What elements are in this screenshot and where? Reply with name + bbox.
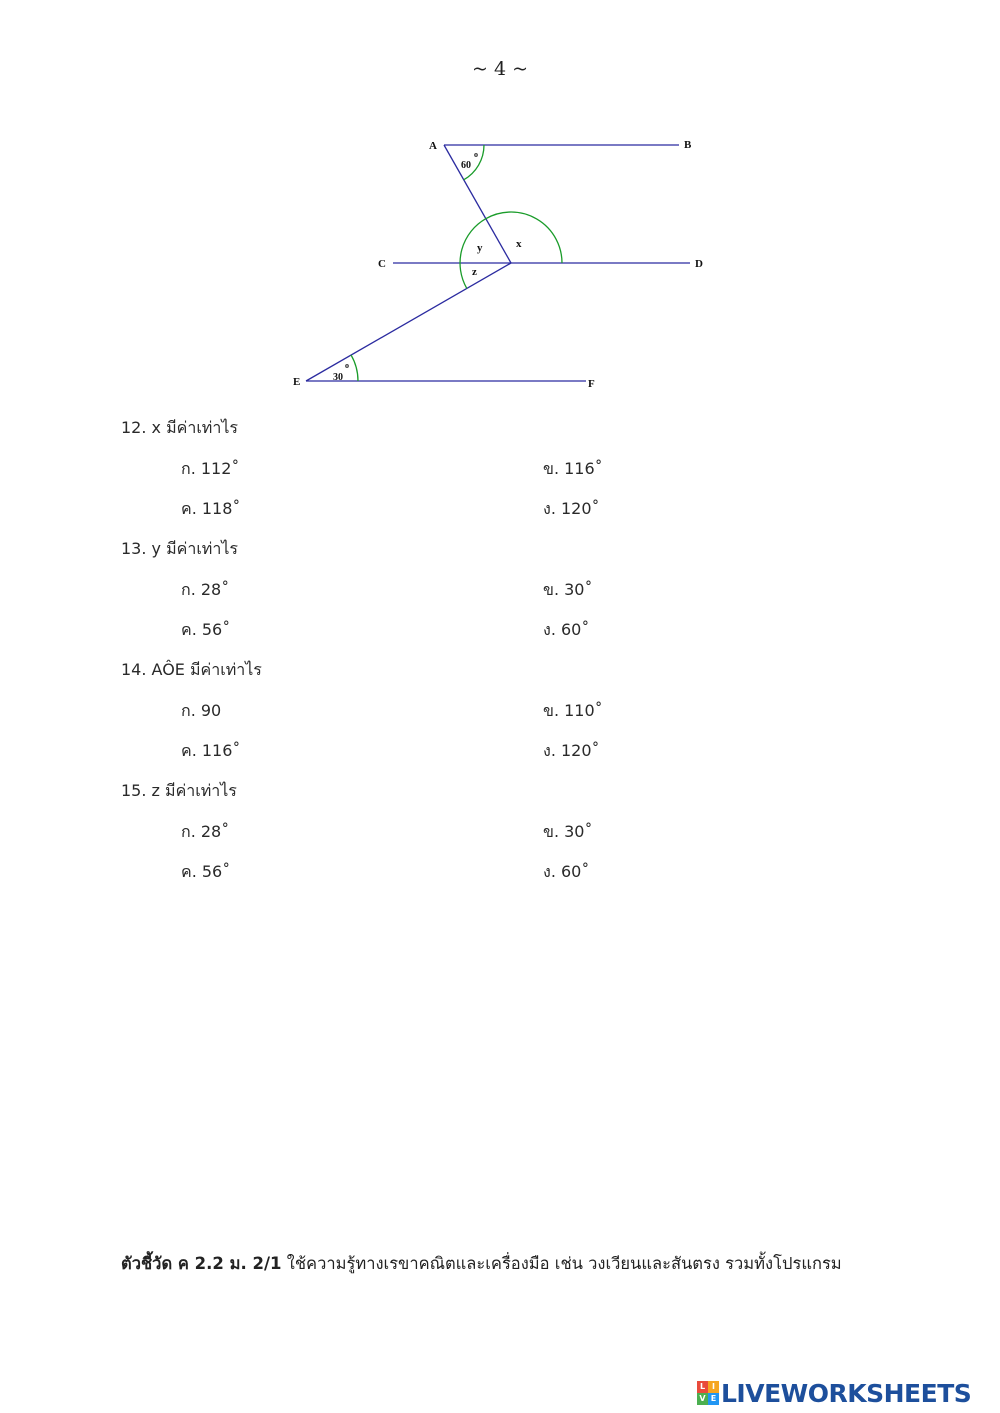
q15-option-b[interactable]: ข. 30˚ [543, 822, 593, 841]
q12-option-a[interactable]: ก. 112˚ [181, 459, 240, 478]
angle-label-x: x [516, 238, 522, 250]
brand-name: LIVEWORKSHEETS [721, 1378, 972, 1408]
point-label-f: F [588, 378, 595, 390]
point-label-b: B [684, 139, 692, 151]
q14-option-b[interactable]: ข. 110˚ [543, 701, 603, 720]
point-label-d: D [695, 258, 703, 270]
q14-option-c[interactable]: ค. 116˚ [181, 741, 241, 760]
segment-oe [306, 263, 511, 381]
q13-option-a[interactable]: ก. 28˚ [181, 580, 230, 599]
logo-letter-i: I [708, 1381, 719, 1393]
logo-letter-v: V [697, 1393, 708, 1405]
q14-option-d[interactable]: ง. 120˚ [543, 741, 600, 760]
indicator-note [121, 1251, 842, 1277]
q13-option-b[interactable]: ข. 30˚ [543, 580, 593, 599]
angle-diagram [0, 0, 1000, 400]
degree-mark-a: o [474, 150, 478, 159]
question-12: 12. x มีค่าเท่าไร [121, 418, 238, 437]
q13-option-c[interactable]: ค. 56˚ [181, 620, 231, 639]
logo-letter-e: E [708, 1393, 719, 1405]
degree-mark-e: o [345, 361, 349, 370]
indicator-text: ใช้ความรู้ทางเรขาคณิตและเครื่องมือ เช่น วงเวียนและสันตรง รวมทั้งโปรแกรม [281, 1254, 842, 1273]
q13-option-d[interactable]: ง. 60˚ [543, 620, 590, 639]
arc-angle-e [351, 355, 358, 381]
angle-label-60: 60 [461, 160, 471, 171]
question-15: 15. z มีค่าเท่าไร [121, 781, 237, 800]
q14-option-a[interactable]: ก. 90 [181, 701, 222, 720]
question-13: 13. y มีค่าเท่าไร [121, 539, 238, 558]
point-label-e: E [293, 376, 301, 388]
question-14: 14. AÔE มีค่าเท่าไร [121, 660, 262, 679]
page-number: ~ 4 ~ [471, 58, 528, 80]
q15-option-a[interactable]: ก. 28˚ [181, 822, 230, 841]
angle-label-y: y [477, 242, 483, 254]
logo-letter-l: L [697, 1381, 708, 1393]
angle-label-30: 30 [333, 372, 343, 383]
liveworksheets-brand[interactable] [697, 1378, 971, 1408]
q15-option-d[interactable]: ง. 60˚ [543, 862, 590, 881]
point-label-c: C [378, 258, 386, 270]
angle-label-z: z [472, 266, 477, 278]
q15-option-c[interactable]: ค. 56˚ [181, 862, 231, 881]
q12-option-b[interactable]: ข. 116˚ [543, 459, 603, 478]
q12-option-c[interactable]: ค. 118˚ [181, 499, 241, 518]
q12-option-d[interactable]: ง. 120˚ [543, 499, 600, 518]
liveworksheets-logo-icon [697, 1381, 719, 1405]
indicator-label: ตัวชี้วัด ค 2.2 ม. 2/1 [121, 1254, 282, 1273]
point-label-a: A [429, 140, 437, 152]
